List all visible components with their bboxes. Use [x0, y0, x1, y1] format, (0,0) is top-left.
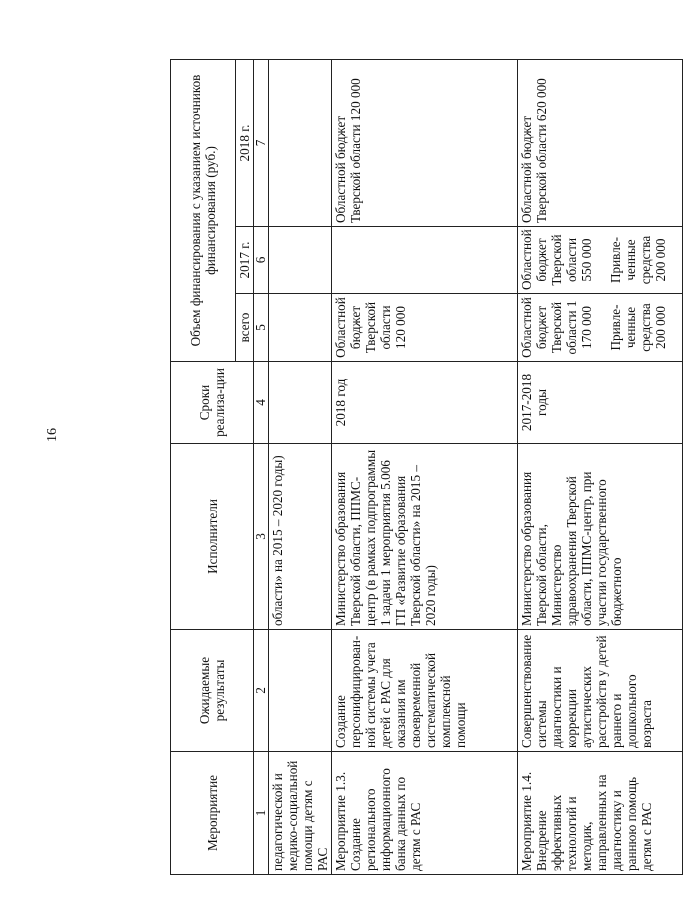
column-number: 2 [254, 630, 269, 752]
total-cell [518, 294, 683, 362]
event-cell: Мероприятие 1.4. Внедрение эффективных технологий и методик, направленных на диагностику и раннюю помощь детям с РАС [518, 752, 683, 875]
total-extra-text: Привле-ченные средства 200 000 [608, 303, 668, 352]
results-cell: Создание персонифицирован-ной системы учета детей с РАС для оказания им своевременной систематической комплексной помощи [332, 630, 518, 752]
results-cell [269, 630, 332, 752]
y2017-budget-text: Областной бюджет Тверской области 550 000 [519, 229, 594, 290]
column-number: 7 [254, 59, 269, 226]
y2018-cell [269, 59, 332, 226]
header-event: Мероприятие [171, 752, 254, 875]
column-number: 6 [254, 227, 269, 294]
header-executors: Исполнители [171, 444, 254, 630]
header-funding: Объем финансирования с указанием источников финансирования (руб.) [171, 59, 236, 361]
event-cell: Мероприятие 1.3. Создание регионального информационного банка данных по детям с РАС [332, 752, 518, 875]
total-cell: Областной бюджет Тверской области 120 000 [332, 294, 518, 362]
y2017-cell [518, 227, 683, 294]
y2017-cell [332, 227, 518, 294]
y2018-cell: Областной бюджет Тверской области 120 000 [332, 59, 518, 226]
y2017-extra-text: Привле-ченные средства 200 000 [608, 235, 668, 285]
header-results: Ожидаемые результаты [171, 630, 254, 752]
total-cell [269, 294, 332, 362]
column-number: 5 [254, 294, 269, 362]
terms-cell [269, 362, 332, 444]
table-row [518, 59, 683, 874]
page-number: 16 [45, 428, 60, 442]
executors-cell: Министерство образования Тверской области, ППМС-центр (в рамках подпрограммы 1 задачи 1 мероприятия 5.006 ГП «Развитие образования Тверской области» на 2015 – 2020 годы) [332, 444, 518, 630]
event-cell: педагогической и медико-социальной помощи детям с РАС [269, 752, 332, 875]
total-budget-text: Областной бюджет Тверской области 1 170 000 [519, 297, 594, 358]
header-2017: 2017 г. [236, 227, 254, 294]
y2018-cell: Областной бюджет Тверской области 620 000 [518, 59, 683, 226]
executors-cell: области» на 2015 – 2020 годы) [269, 444, 332, 630]
table-row [332, 59, 518, 874]
terms-cell: 2017-2018 годы [518, 362, 683, 444]
table-row [269, 59, 332, 874]
header-total: всего [236, 294, 254, 362]
header-terms: Сроки реализа-ции [171, 362, 254, 444]
executors-cell: Министерство образования Тверской области, Министерство здравоохранения Тверской области, ППМС-центр, при участии государственного бюджетного [518, 444, 683, 630]
column-number: 4 [254, 362, 269, 444]
column-number: 3 [254, 444, 269, 630]
results-cell: Совершенствование системы диагностики и коррекции аутистических расстройств у детей раннего и дошкольного возраста [518, 630, 683, 752]
funding-table [170, 59, 683, 875]
column-number: 1 [254, 752, 269, 875]
column-numbers-row [254, 59, 269, 874]
terms-cell: 2018 год [332, 362, 518, 444]
y2017-cell [269, 227, 332, 294]
header-2018: 2018 г. [236, 59, 254, 226]
